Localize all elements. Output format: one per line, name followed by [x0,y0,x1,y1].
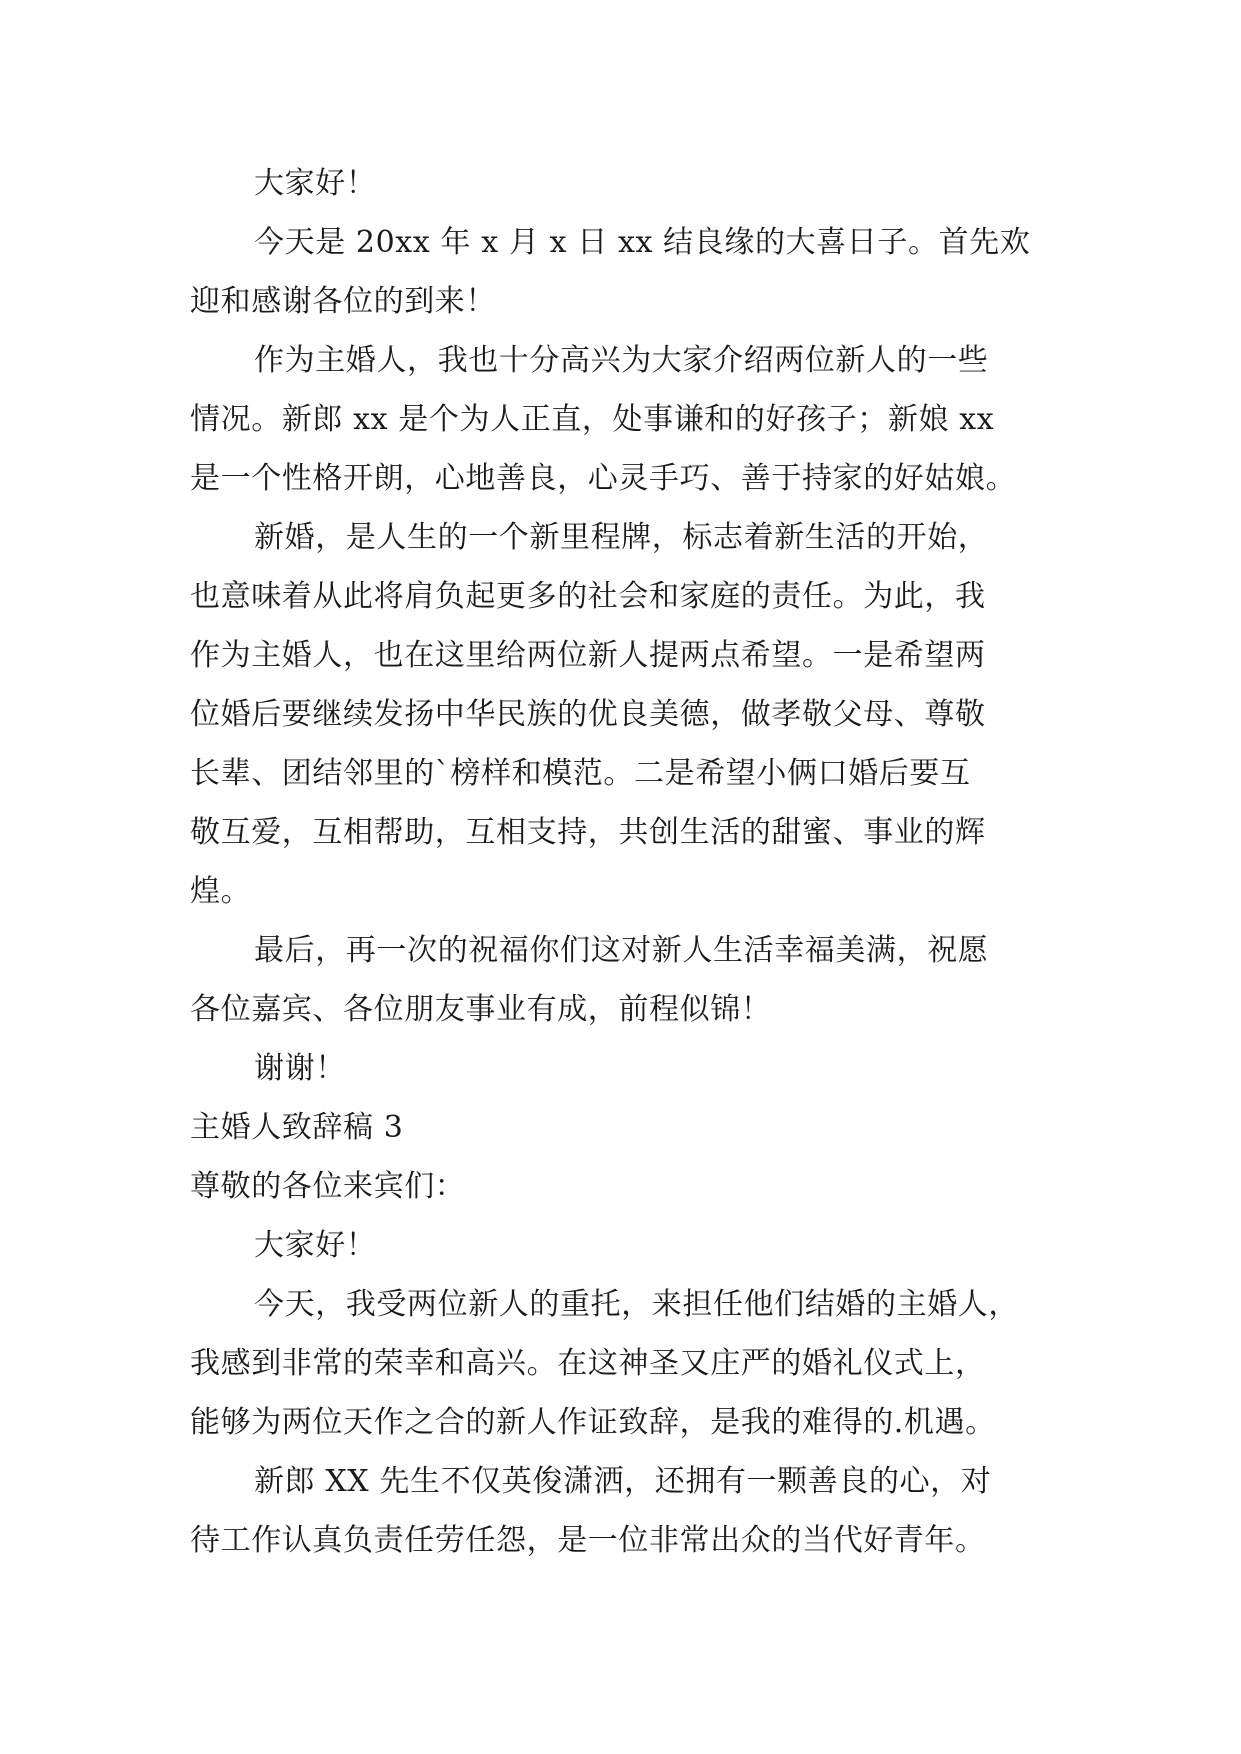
paragraph-line: 长辈、团结邻里的`榜样和模范。二是希望小俩口婚后要互 [190,756,971,791]
paragraph-line: 能够为两位天作之合的新人作证致辞，是我的难得的.机遇。 [190,1405,996,1440]
salutation-line: 尊敬的各位来宾们： [190,1169,466,1204]
paragraph-line: 我感到非常的荣幸和高兴。在这神圣又庄严的婚礼仪式上， [190,1346,986,1381]
paragraph-line: 迎和感谢各位的到来！ [190,284,496,319]
section-title: 主婚人致辞稿 3 [190,1110,404,1145]
paragraph-line: 是一个性格开朗，心地善良，心灵手巧、善于持家的好姑娘。 [190,461,1017,496]
paragraph-line: 最后，再一次的祝福你们这对新人生活幸福美满，祝愿 [254,933,989,968]
paragraph-line: 作为主婚人，我也十分高兴为大家介绍两位新人的一些 [254,343,989,378]
paragraph-line: 煌。 [190,874,252,909]
paragraph-line: 今天是 20xx 年 x 月 x 日 xx 结良缘的大喜日子。首先欢 [254,225,1031,260]
greeting-line: 大家好！ [254,166,377,201]
paragraph-line: 情况。新郎 xx 是个为人正直，处事谦和的好孩子；新娘 xx [190,402,995,437]
paragraph-line: 今天，我受两位新人的重托，来担任他们结婚的主婚人， [254,1287,1019,1322]
paragraph-line: 新郎 XX 先生不仅英俊潇洒，还拥有一颗善良的心，对 [254,1464,992,1499]
paragraph-line: 位婚后要继续发扬中华民族的优良美德，做孝敬父母、尊敬 [190,697,986,732]
paragraph-line: 待工作认真负责任劳任怨，是一位非常出众的当代好青年。 [190,1523,986,1558]
paragraph-line: 新婚，是人生的一个新里程牌，标志着新生活的开始， [254,520,989,555]
paragraph-line: 作为主婚人，也在这里给两位新人提两点希望。一是希望两 [190,638,986,673]
paragraph-line: 也意味着从此将肩负起更多的社会和家庭的责任。为此，我 [190,579,986,614]
paragraph-line: 各位嘉宾、各位朋友事业有成，前程似锦！ [190,992,772,1027]
greeting-line: 大家好！ [254,1228,377,1263]
thanks-line: 谢谢！ [254,1051,346,1086]
paragraph-line: 敬互爱，互相帮助，互相支持，共创生活的甜蜜、事业的辉 [190,815,986,850]
